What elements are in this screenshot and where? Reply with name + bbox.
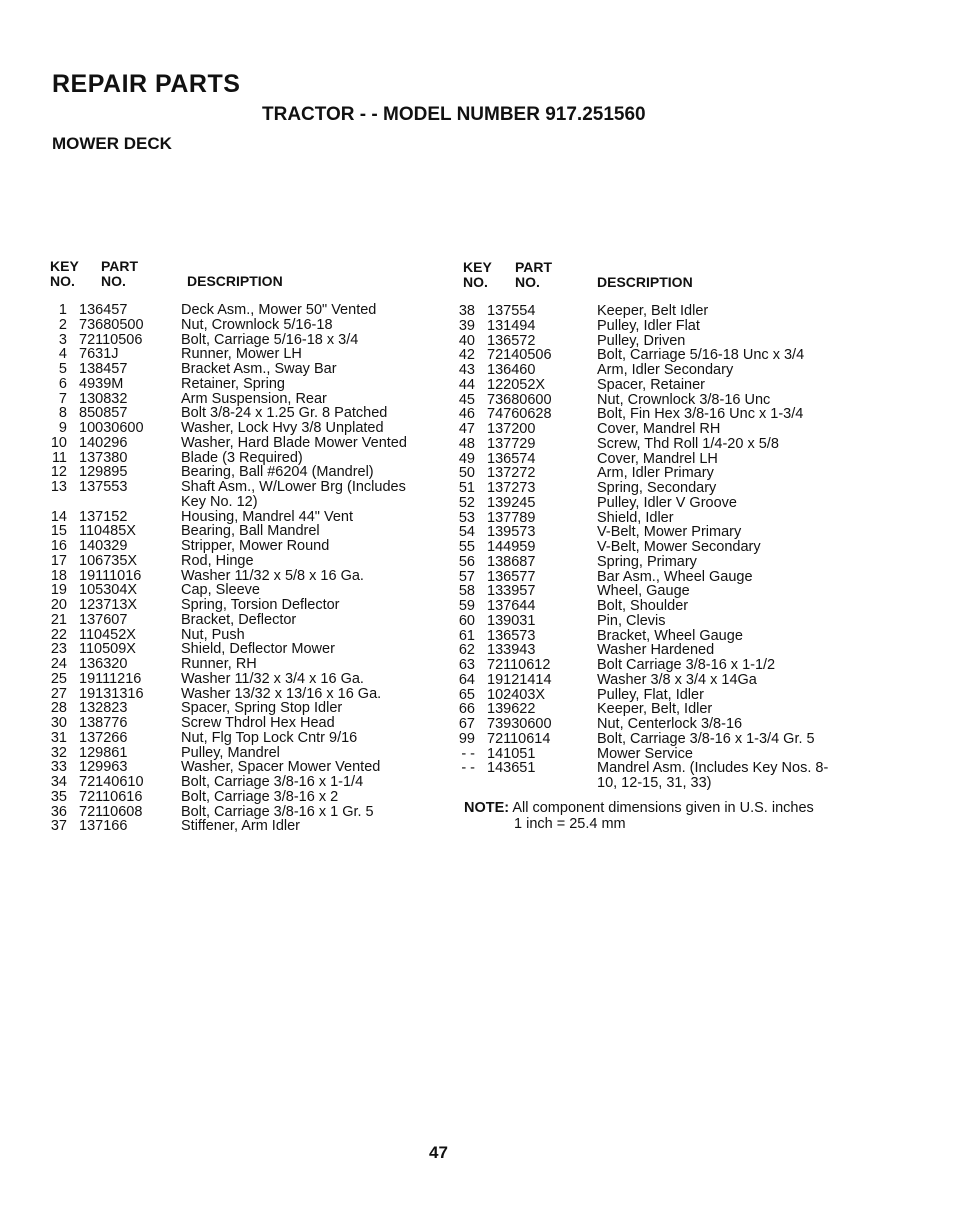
part-row — [455, 363, 875, 378]
part-description: Cap, Sleeve — [181, 582, 260, 599]
part-row — [455, 378, 875, 393]
part-row — [455, 422, 875, 437]
part-number: 138687 — [487, 553, 536, 570]
part-description: Bolt, Shoulder — [597, 598, 689, 614]
part-number: 129963 — [79, 759, 128, 776]
part-row — [455, 761, 875, 791]
note — [464, 801, 814, 816]
part-number: 139573 — [487, 524, 536, 541]
key-number: 38 — [458, 303, 475, 319]
part-row — [47, 303, 447, 318]
key-number: 45 — [458, 391, 475, 408]
part-row — [47, 524, 447, 539]
part-row — [47, 436, 447, 451]
part-number: 137166 — [79, 818, 128, 835]
section-title: MOWER DECK — [52, 134, 172, 153]
part-description: Washer, Hard Blade Mower Vented — [181, 434, 407, 451]
part-description: Cover, Mandrel LH — [597, 450, 718, 467]
part-row — [455, 717, 875, 732]
part-description: Bolt, Carriage 3/8-16 x 1-3/4 Gr. 5 — [597, 730, 815, 747]
part-description: Shield, Idler — [597, 509, 674, 526]
part-row — [47, 642, 447, 657]
part-description: Runner, Mower LH — [181, 346, 302, 363]
key-number: 61 — [458, 627, 475, 644]
part-row — [47, 746, 447, 761]
part-number: 4939M — [79, 375, 124, 392]
part-number: 72140506 — [487, 347, 552, 364]
key-header-line1: KEY — [463, 259, 492, 275]
part-row — [455, 348, 875, 363]
part-number: 110452X — [79, 626, 136, 643]
part-description: Shield, Deflector Mower — [181, 641, 335, 658]
part-number: 129895 — [79, 464, 128, 481]
key-number: 31 — [50, 729, 67, 746]
part-number: 19131316 — [79, 685, 144, 702]
key-number: 3 — [58, 331, 67, 348]
part-row — [47, 539, 447, 554]
part-description: Nut, Crownlock 5/16-18 — [181, 316, 333, 333]
part-row — [47, 598, 447, 613]
key-number: 14 — [50, 508, 67, 525]
part-number: 19111016 — [79, 567, 142, 584]
part-header-line1: PART — [515, 259, 553, 275]
part-number: 144959 — [487, 539, 536, 555]
part-row — [47, 790, 447, 805]
part-row — [47, 406, 447, 421]
key-number: 51 — [458, 480, 475, 496]
part-number: 137729 — [487, 435, 536, 452]
part-description: Washer 3/8 x 3/4 x 14Ga — [597, 671, 757, 688]
part-row — [455, 540, 875, 555]
key-number: 66 — [458, 701, 475, 718]
part-description: Bolt Carriage 3/8-16 x 1-1/2 — [597, 657, 776, 673]
part-description: Cover, Mandrel RH — [597, 421, 721, 437]
part-row — [455, 437, 875, 452]
key-number: 15 — [50, 523, 67, 540]
part-number: 136574 — [487, 450, 536, 467]
part-description: Bolt, Fin Hex 3/8-16 Unc x 1-3/4 — [597, 406, 804, 423]
part-number: 140296 — [79, 434, 128, 451]
note-text: All component dimensions given in U.S. inches — [512, 800, 814, 816]
part-number: 137273 — [487, 480, 536, 496]
part-row — [455, 481, 875, 496]
key-number: 49 — [458, 450, 475, 467]
key-number: 22 — [50, 626, 67, 643]
key-number: 99 — [458, 730, 475, 747]
part-description: Shaft Asm., W/Lower Brg (Includes Key No. 12) — [181, 479, 406, 510]
part-number: 72110612 — [487, 657, 551, 673]
part-number: 133943 — [487, 642, 536, 659]
part-number: 129861 — [79, 744, 128, 761]
part-header-line1: PART — [101, 258, 139, 274]
part-description: Bearing, Ball #6204 (Mandrel) — [181, 464, 374, 481]
part-description: Arm, Idler Primary — [597, 465, 714, 482]
key-number: 53 — [458, 509, 475, 526]
part-number: 131494 — [487, 317, 536, 334]
key-number: 60 — [458, 612, 475, 629]
key-number: 58 — [458, 583, 475, 600]
key-number: 4 — [58, 346, 67, 363]
part-number: 10030600 — [79, 420, 144, 436]
part-row — [47, 687, 447, 702]
part-number: 139031 — [487, 612, 536, 629]
part-number: 850857 — [79, 405, 128, 422]
key-number: 50 — [458, 465, 475, 482]
part-header-line2: NO. — [101, 273, 126, 289]
key-number: 59 — [458, 598, 475, 614]
key-number: 39 — [458, 317, 475, 334]
part-description: Bolt, Carriage 3/8-16 x 1-1/4 — [181, 774, 364, 790]
part-number: 137200 — [487, 421, 536, 437]
part-description: Retainer, Spring — [181, 375, 285, 392]
key-number: 21 — [50, 611, 67, 628]
part-number: 19111216 — [79, 670, 142, 687]
part-description: Arm, Idler Secondary — [597, 362, 734, 378]
part-number: 19121414 — [487, 671, 552, 688]
key-number: 36 — [50, 803, 67, 820]
part-number: 137607 — [79, 611, 128, 628]
key-number: 47 — [458, 421, 475, 437]
part-number: 73680600 — [487, 391, 552, 408]
part-row — [47, 333, 447, 348]
part-row — [455, 393, 875, 408]
part-number: 136460 — [487, 362, 536, 378]
part-row — [47, 760, 447, 775]
key-number: 32 — [50, 744, 67, 761]
part-number: 138457 — [79, 361, 128, 377]
part-number: 122052X — [487, 376, 546, 393]
note-label: NOTE: — [464, 800, 510, 816]
key-number: 65 — [458, 686, 475, 703]
part-description: Bolt, Carriage 3/8-16 x 2 — [181, 788, 339, 805]
part-number: 136573 — [487, 627, 536, 644]
part-header-line2: NO. — [515, 274, 540, 290]
part-row — [455, 570, 875, 585]
key-number: 35 — [50, 788, 67, 805]
part-row — [455, 452, 875, 467]
part-row — [455, 555, 875, 570]
key-number: 20 — [50, 597, 67, 613]
key-number: 56 — [458, 553, 475, 570]
key-number: 64 — [458, 671, 475, 688]
part-row — [47, 613, 447, 628]
part-description: V-Belt, Mower Secondary — [597, 539, 761, 555]
page-number: 47 — [429, 1143, 448, 1162]
key-number: 8 — [58, 405, 67, 422]
part-row — [455, 599, 875, 614]
part-number: 137266 — [79, 729, 128, 746]
key-number: 23 — [50, 641, 67, 658]
key-number: 55 — [458, 539, 475, 555]
key-number: 54 — [458, 524, 475, 541]
key-number: 43 — [458, 362, 475, 378]
key-number: 19 — [50, 582, 67, 599]
key-number: 28 — [50, 700, 67, 717]
key-number: 27 — [50, 685, 67, 702]
key-number: 25 — [50, 670, 67, 687]
part-number: 73680500 — [79, 316, 144, 333]
part-row — [47, 318, 447, 333]
part-number: 7631J — [79, 346, 119, 363]
key-number: 37 — [50, 818, 67, 835]
part-description: Mandrel Asm. (Includes Key Nos. 8-10, 12-15, 31, 33) — [597, 760, 829, 791]
left-description-header: DESCRIPTION — [187, 273, 283, 289]
part-description: Nut, Centerlock 3/8-16 — [597, 716, 743, 732]
part-row — [47, 392, 447, 407]
key-number: 18 — [50, 567, 67, 584]
part-description: Blade (3 Required) — [181, 449, 303, 466]
model-subtitle: TRACTOR - - MODEL NUMBER 917.251560 — [262, 104, 646, 125]
part-row — [455, 629, 875, 644]
part-row — [455, 643, 875, 658]
part-row — [455, 511, 875, 526]
key-number: 40 — [458, 332, 475, 349]
part-description: Spacer, Retainer — [597, 376, 706, 393]
part-description: Nut, Flg Top Lock Cntr 9/16 — [181, 729, 358, 746]
part-number: 72110614 — [487, 730, 551, 747]
part-description: Keeper, Belt Idler — [597, 303, 709, 319]
part-row — [455, 525, 875, 540]
part-number: 110509X — [79, 641, 136, 658]
key-header-line2: NO. — [50, 273, 75, 289]
part-number: 136457 — [79, 302, 128, 318]
part-row — [47, 819, 447, 834]
part-description: Nut, Crownlock 3/8-16 Unc — [597, 391, 771, 408]
part-description: Spring, Secondary — [597, 480, 717, 496]
part-number: 141051 — [487, 745, 536, 762]
part-row — [455, 702, 875, 717]
part-number: 105304X — [79, 582, 138, 599]
key-number: 17 — [50, 552, 67, 569]
part-row — [455, 334, 875, 349]
part-number: 137152 — [79, 508, 128, 525]
part-number: 137553 — [79, 479, 128, 495]
key-number: 52 — [458, 494, 475, 511]
part-number: 132823 — [79, 700, 128, 717]
part-row — [455, 466, 875, 481]
part-description: Bolt, Carriage 5/16-18 x 3/4 — [181, 331, 359, 348]
part-number: 140329 — [79, 538, 128, 554]
right-parts-list — [455, 304, 875, 791]
part-number: 72110616 — [79, 788, 143, 805]
part-description: Pulley, Idler Flat — [597, 317, 700, 334]
part-description: Pulley, Flat, Idler — [597, 686, 704, 703]
part-description: Washer, Lock Hvy 3/8 Unplated — [181, 420, 384, 436]
part-description: Spacer, Spring Stop Idler — [181, 700, 343, 717]
right-description-header: DESCRIPTION — [597, 274, 693, 290]
key-number: 62 — [458, 642, 475, 659]
part-description: Pin, Clevis — [597, 612, 666, 629]
part-description: Bracket, Deflector — [181, 611, 297, 628]
key-number: 5 — [58, 361, 67, 377]
part-description: Mower Service — [597, 745, 693, 762]
part-number: 74760628 — [487, 406, 552, 423]
part-number: 72110608 — [79, 803, 143, 820]
part-description: Bolt, Carriage 3/8-16 x 1 Gr. 5 — [181, 803, 374, 820]
part-row — [47, 362, 447, 377]
key-number: 10 — [50, 434, 67, 451]
key-number: 46 — [458, 406, 475, 423]
left-parts-list — [47, 303, 447, 834]
part-description: Arm Suspension, Rear — [181, 390, 327, 407]
part-number: 106735X — [79, 552, 138, 569]
part-row — [47, 569, 447, 584]
part-row — [455, 658, 875, 673]
part-row — [47, 657, 447, 672]
part-row — [455, 673, 875, 688]
part-row — [455, 319, 875, 334]
key-number: 9 — [58, 420, 67, 436]
part-description: Housing, Mandrel 44" Vent — [181, 508, 354, 525]
part-description: Bar Asm., Wheel Gauge — [597, 568, 753, 585]
key-number: 33 — [50, 759, 67, 776]
right-key-header — [463, 260, 492, 290]
note-conversion: 1 inch = 25.4 mm — [514, 816, 626, 832]
part-description: Washer Hardened — [597, 642, 715, 659]
part-description: Bearing, Ball Mandrel — [181, 523, 320, 540]
part-description: Washer 13/32 x 13/16 x 16 Ga. — [181, 685, 382, 702]
part-row — [455, 304, 875, 319]
key-header-line1: KEY — [50, 258, 79, 274]
part-number: 137380 — [79, 449, 128, 466]
part-number: 143651 — [487, 760, 536, 777]
part-number: 137554 — [487, 303, 536, 319]
part-number: 137789 — [487, 509, 536, 526]
key-number: 30 — [50, 715, 67, 731]
part-description: Washer 11/32 x 5/8 x 16 Ga. — [181, 567, 364, 584]
part-row — [455, 496, 875, 511]
part-description: Pulley, Driven — [597, 332, 686, 349]
part-row — [455, 688, 875, 703]
key-number: 16 — [50, 538, 67, 554]
part-description: V-Belt, Mower Primary — [597, 524, 742, 541]
key-number: 24 — [50, 656, 67, 672]
part-description: Pulley, Idler V Groove — [597, 494, 737, 511]
part-number: 136577 — [487, 568, 536, 585]
part-number: 136572 — [487, 332, 536, 349]
part-row — [455, 407, 875, 422]
part-number: 72110506 — [79, 331, 143, 348]
part-number: 136320 — [79, 656, 128, 672]
left-key-header — [50, 259, 79, 289]
part-description: Washer, Spacer Mower Vented — [181, 759, 381, 776]
part-description: Bracket, Wheel Gauge — [597, 627, 743, 644]
part-number: 138776 — [79, 715, 128, 731]
part-row — [47, 465, 447, 480]
part-number: 130832 — [79, 390, 128, 407]
key-number: 11 — [51, 449, 67, 466]
part-row — [47, 701, 447, 716]
part-row — [47, 731, 447, 746]
part-description: Deck Asm., Mower 50" Vented — [181, 302, 377, 318]
part-number: 72140610 — [79, 774, 144, 790]
part-number: 133957 — [487, 583, 536, 600]
part-description: Washer 11/32 x 3/4 x 16 Ga. — [181, 670, 364, 687]
part-number: 123713X — [79, 597, 138, 613]
key-number: - - — [461, 760, 475, 777]
part-description: Wheel, Gauge — [597, 583, 690, 600]
part-row — [455, 584, 875, 599]
part-number: 137644 — [487, 598, 536, 614]
key-number: 13 — [50, 479, 67, 495]
part-description: Bracket Asm., Sway Bar — [181, 361, 337, 377]
key-number: 6 — [58, 375, 67, 392]
part-row — [455, 732, 875, 747]
part-description: Runner, RH — [181, 656, 257, 672]
part-row — [47, 628, 447, 643]
part-number: 73930600 — [487, 716, 552, 732]
part-row — [47, 480, 447, 510]
part-row — [47, 672, 447, 687]
key-number: 48 — [458, 435, 475, 452]
part-row — [47, 716, 447, 731]
key-number: - - — [461, 745, 475, 762]
part-description: Stripper, Mower Round — [181, 538, 330, 554]
part-row — [47, 347, 447, 362]
part-row — [47, 510, 447, 525]
part-description: Pulley, Mandrel — [181, 744, 280, 761]
key-number: 57 — [458, 568, 475, 585]
part-row — [455, 747, 875, 762]
part-description: Rod, Hinge — [181, 552, 254, 569]
part-description: Stiffener, Arm Idler — [181, 818, 301, 835]
part-row — [455, 614, 875, 629]
left-part-header — [101, 259, 138, 289]
part-number: 102403X — [487, 686, 546, 703]
part-row — [47, 805, 447, 820]
key-number: 1 — [58, 302, 67, 318]
key-header-line2: NO. — [463, 274, 488, 290]
part-description: Screw, Thd Roll 1/4-20 x 5/8 — [597, 435, 779, 452]
part-number: 139622 — [487, 701, 536, 718]
key-number: 7 — [58, 390, 67, 407]
part-row — [47, 421, 447, 436]
part-number: 139245 — [487, 494, 536, 511]
part-description: Bolt, Carriage 5/16-18 Unc x 3/4 — [597, 347, 805, 364]
part-number: 137272 — [487, 465, 536, 482]
key-number: 2 — [58, 316, 67, 333]
key-number: 67 — [458, 716, 475, 732]
part-description: Keeper, Belt, Idler — [597, 701, 713, 718]
page-heading: REPAIR PARTS — [52, 70, 241, 98]
part-description: Screw Thdrol Hex Head — [181, 715, 335, 731]
part-row — [47, 775, 447, 790]
part-row — [47, 583, 447, 598]
part-description: Bolt 3/8-24 x 1.25 Gr. 8 Patched — [181, 405, 388, 422]
part-row — [47, 451, 447, 466]
key-number: 12 — [50, 464, 67, 481]
key-number: 44 — [458, 376, 475, 393]
key-number: 42 — [458, 347, 475, 364]
part-row — [47, 554, 447, 569]
part-description: Spring, Primary — [597, 553, 697, 570]
part-number: 110485X — [79, 523, 136, 540]
right-part-header — [515, 260, 552, 290]
key-number: 34 — [50, 774, 67, 790]
part-description: Spring, Torsion Deflector — [181, 597, 340, 613]
key-number: 63 — [458, 657, 475, 673]
part-description: Nut, Push — [181, 626, 245, 643]
part-row — [47, 377, 447, 392]
